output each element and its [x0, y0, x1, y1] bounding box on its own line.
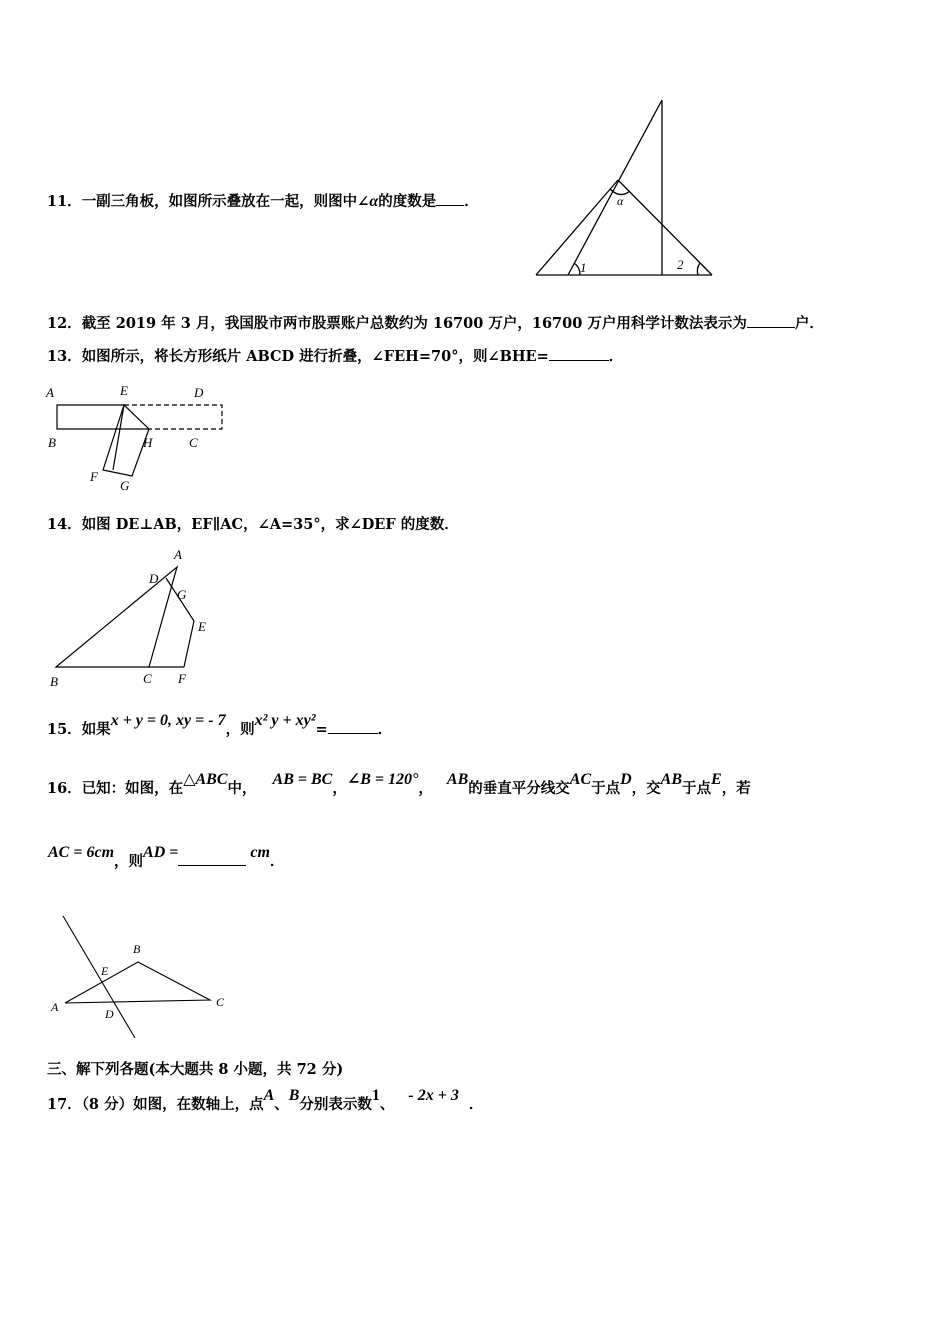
q16-t5: 的垂直平分线交	[468, 780, 570, 797]
q17-t2: 、	[274, 1096, 289, 1113]
q17-number: 17．	[47, 1096, 82, 1113]
q16-label-B: B	[133, 942, 141, 956]
q14-label-A: A	[174, 547, 182, 562]
q13-fold-inner	[113, 405, 124, 470]
q15-number: 15．	[47, 721, 82, 738]
q17-m2: B	[288, 1087, 300, 1104]
q11-angle2-arc	[697, 263, 700, 275]
q16-m7: AB	[660, 771, 683, 788]
q14-text: 如图 DE⊥AB，EF∥AC，∠A=35°，求∠DEF 的度数．	[81, 516, 459, 533]
q16-t2: 中，	[227, 780, 257, 797]
q13-label-D: D	[194, 385, 204, 400]
q16-m10: AD =	[143, 844, 179, 861]
q17-t3: 分别表示数	[299, 1096, 372, 1113]
q13-label-C: C	[189, 435, 198, 450]
question-16-line2	[48, 844, 285, 871]
q13-rectangle-left	[57, 405, 149, 429]
q16-perpendicular-bisector	[63, 916, 135, 1038]
q16-t9: ，若	[721, 780, 751, 797]
q14-label-C: C	[143, 671, 152, 686]
q15-pre: 如果	[81, 721, 111, 738]
q13-figure	[42, 378, 232, 496]
q14-label-B: B	[50, 674, 58, 689]
q13-text: 如图所示，将长方形纸片 ABCD 进行折叠，∠FEH=70°，则∠BHE=	[81, 348, 549, 365]
question-12	[47, 312, 824, 333]
q16-figure	[45, 908, 245, 1043]
q13-end: ．	[608, 348, 624, 365]
q11-label-2: 2	[677, 257, 684, 272]
q12-number: 12．	[47, 315, 82, 332]
q13-number: 13．	[47, 348, 82, 365]
q12-answer-blank[interactable]	[747, 313, 795, 328]
q11-right-side	[618, 180, 712, 275]
q11-text2: 的度数是	[378, 193, 437, 210]
q12-end: 户．	[794, 315, 824, 332]
q11-alpha: α	[369, 193, 379, 210]
q17-t5: ．	[468, 1096, 484, 1113]
q16-m5: AC	[569, 771, 592, 788]
q12-text: 截至 2019 年 3 月，我国股市两市股票账户总数约为 16700 万户，16700 万户用科学计数法表示为	[81, 315, 747, 332]
q13-label-G: G	[120, 478, 130, 493]
q13-label-F: F	[90, 469, 98, 484]
q16-m6: D	[620, 771, 632, 788]
q15-end: ．	[377, 721, 393, 738]
q11-left-side	[536, 180, 618, 275]
q11-hypotenuse	[568, 100, 662, 275]
q11-end: ．	[464, 193, 479, 210]
q13-answer-blank[interactable]	[549, 346, 609, 361]
q11-number: 11．	[47, 193, 82, 210]
q16-number: 16．	[47, 780, 82, 797]
q13-label-E: E	[120, 383, 128, 398]
q16-m11: cm	[250, 844, 270, 861]
q15-answer-blank[interactable]	[328, 719, 378, 734]
question-14	[47, 513, 459, 534]
q16-m4: AB	[446, 771, 469, 788]
q16-m1: △ABC	[183, 771, 228, 788]
q14-label-F: F	[178, 671, 186, 686]
q16-t10: ，则	[114, 853, 144, 870]
q13-label-B: B	[48, 435, 56, 450]
q16-m3: ∠B = 120°	[346, 771, 419, 788]
question-11	[47, 190, 479, 211]
q11-answer-blank[interactable]	[436, 191, 464, 206]
q16-label-C: C	[216, 995, 225, 1009]
q16-triangle-ABC	[65, 962, 210, 1003]
q17-m4: - 2x + 3	[408, 1087, 459, 1104]
q16-label-E: E	[101, 964, 109, 978]
q15-expression: x² y + xy²	[254, 712, 316, 729]
q11-label-1: 1	[580, 260, 587, 275]
q13-rectangle-folded	[124, 405, 222, 429]
q14-label-G: G	[177, 587, 187, 602]
question-16	[47, 771, 751, 798]
q16-t11: ．	[269, 853, 285, 870]
q14-number: 14．	[47, 516, 82, 533]
section-3-title: 三、解下列各题(本大题共 8 小题，共 72 分)	[47, 1061, 344, 1078]
q15-mid: ，则	[225, 721, 255, 738]
q16-m2: AB = BC	[272, 771, 333, 788]
question-15	[47, 712, 393, 739]
q16-m8: E	[711, 771, 722, 788]
q16-m9: AC = 6cm	[48, 844, 115, 861]
q14-figure	[42, 545, 222, 693]
q13-label-H: H	[143, 435, 153, 450]
q17-m1: A	[263, 1087, 275, 1104]
question-13	[47, 345, 623, 366]
q16-label-A: A	[51, 1000, 59, 1014]
q11-text: 一副三角板，如图所示叠放在一起，则图中∠	[81, 193, 370, 210]
q11-label-alpha: α	[617, 194, 624, 208]
q15-condition: x + y = 0, xy = - 7	[110, 712, 226, 729]
q17-m3: 1	[371, 1087, 380, 1104]
q16-t8: 于点	[682, 780, 712, 797]
q16-t4: ，	[418, 780, 433, 797]
q16-answer-blank[interactable]	[178, 851, 246, 866]
section-3-heading	[47, 1058, 343, 1079]
q13-label-A: A	[46, 385, 54, 400]
q16-t6: 于点	[591, 780, 621, 797]
q16-t3: ，	[332, 780, 347, 797]
q16-t7: ，交	[631, 780, 661, 797]
question-17	[47, 1087, 484, 1114]
q14-label-E: E	[198, 619, 206, 634]
q14-triangle-ABC	[56, 567, 177, 667]
q16-label-D: D	[105, 1007, 114, 1021]
q15-equals: =	[315, 721, 328, 738]
q17-t4: 、	[379, 1096, 395, 1113]
q17-t1: （8 分）如图，在数轴上，点	[81, 1096, 264, 1113]
q16-t1: 已知：如图，在	[81, 780, 184, 797]
q14-label-D: D	[149, 571, 159, 586]
q11-figure	[530, 95, 720, 280]
